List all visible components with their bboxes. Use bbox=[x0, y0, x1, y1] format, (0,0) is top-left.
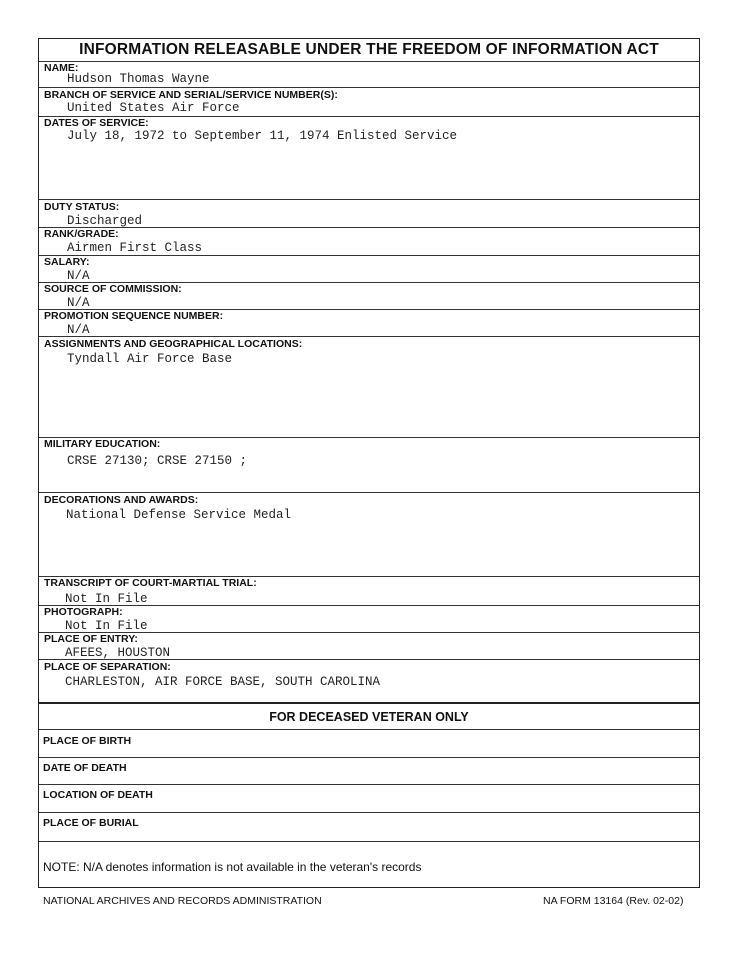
field-label-branch: BRANCH OF SERVICE AND SERIAL/SERVICE NUMBER(S): bbox=[44, 89, 338, 101]
field-value-name: Hudson Thomas Wayne bbox=[67, 72, 210, 86]
row-divider bbox=[39, 729, 699, 730]
field-label-source-of-commission: SOURCE OF COMMISSION: bbox=[44, 283, 182, 295]
field-label-court-martial-transcript: TRANSCRIPT OF COURT-MARTIAL TRIAL: bbox=[44, 577, 257, 589]
field-value-source-of-commission: N/A bbox=[67, 296, 90, 310]
field-label-location-of-death: LOCATION OF DEATH bbox=[43, 789, 153, 801]
row-divider bbox=[39, 757, 699, 758]
field-label-duty-status: DUTY STATUS: bbox=[44, 201, 120, 213]
field-label-salary: SALARY: bbox=[44, 256, 90, 268]
field-label-dates-of-service: DATES OF SERVICE: bbox=[44, 117, 149, 129]
field-label-promotion-sequence-number: PROMOTION SEQUENCE NUMBER: bbox=[44, 310, 224, 322]
footer-form-number: NA FORM 13164 (Rev. 02-02) bbox=[543, 895, 684, 907]
row-divider bbox=[39, 632, 699, 633]
field-label-place-of-entry: PLACE OF ENTRY: bbox=[44, 633, 138, 645]
row-divider bbox=[39, 199, 699, 200]
field-label-date-of-death: DATE OF DEATH bbox=[43, 762, 127, 774]
records-note: NOTE: N/A denotes information is not available in the veteran's records bbox=[43, 860, 422, 874]
field-value-decorations-awards: National Defense Service Medal bbox=[66, 508, 292, 522]
row-divider bbox=[39, 492, 699, 493]
field-value-place-of-separation: CHARLESTON, AIR FORCE BASE, SOUTH CAROLINA bbox=[65, 675, 381, 689]
row-divider bbox=[39, 227, 699, 228]
foia-release-form bbox=[38, 38, 700, 888]
footer-agency: NATIONAL ARCHIVES AND RECORDS ADMINISTRATION bbox=[43, 895, 322, 907]
row-divider bbox=[39, 659, 699, 660]
field-value-assignments: Tyndall Air Force Base bbox=[67, 352, 233, 366]
field-value-salary: N/A bbox=[67, 269, 90, 283]
deceased-section-heading: FOR DECEASED VETERAN ONLY bbox=[269, 710, 469, 724]
field-value-branch: United States Air Force bbox=[67, 101, 240, 115]
field-label-rank-grade: RANK/GRADE: bbox=[44, 228, 119, 240]
field-value-promotion-sequence-number: N/A bbox=[67, 323, 90, 337]
field-value-military-education: CRSE 27130; CRSE 27150 ; bbox=[67, 454, 248, 468]
row-divider bbox=[39, 336, 699, 337]
field-value-court-martial-transcript: Not In File bbox=[65, 592, 148, 606]
field-label-assignments: ASSIGNMENTS AND GEOGRAPHICAL LOCATIONS: bbox=[44, 338, 303, 350]
field-label-place-of-separation: PLACE OF SEPARATION: bbox=[44, 661, 171, 673]
section-divider bbox=[39, 702, 699, 704]
row-divider bbox=[39, 841, 699, 842]
field-value-duty-status: Discharged bbox=[67, 214, 143, 228]
row-divider bbox=[39, 784, 699, 785]
field-value-rank-grade: Airmen First Class bbox=[67, 241, 203, 255]
row-divider bbox=[39, 87, 699, 88]
field-value-dates-of-service: July 18, 1972 to September 11, 1974 Enlisted Service bbox=[67, 129, 458, 143]
row-divider bbox=[39, 605, 699, 606]
field-label-photograph: PHOTOGRAPH: bbox=[44, 606, 123, 618]
field-value-place-of-entry: AFEES, HOUSTON bbox=[65, 646, 171, 660]
field-label-place-of-birth: PLACE OF BIRTH bbox=[43, 735, 132, 747]
row-divider bbox=[39, 812, 699, 813]
row-divider bbox=[39, 255, 699, 256]
field-label-decorations-awards: DECORATIONS AND AWARDS: bbox=[44, 494, 199, 506]
form-title: INFORMATION RELEASABLE UNDER THE FREEDOM OF INFORMATION ACT bbox=[79, 41, 659, 58]
field-value-photograph: Not In File bbox=[65, 619, 148, 633]
row-divider bbox=[39, 61, 699, 62]
field-label-military-education: MILITARY EDUCATION: bbox=[44, 438, 161, 450]
field-label-place-of-burial: PLACE OF BURIAL bbox=[43, 817, 139, 829]
field-label-name: NAME: bbox=[44, 62, 79, 74]
